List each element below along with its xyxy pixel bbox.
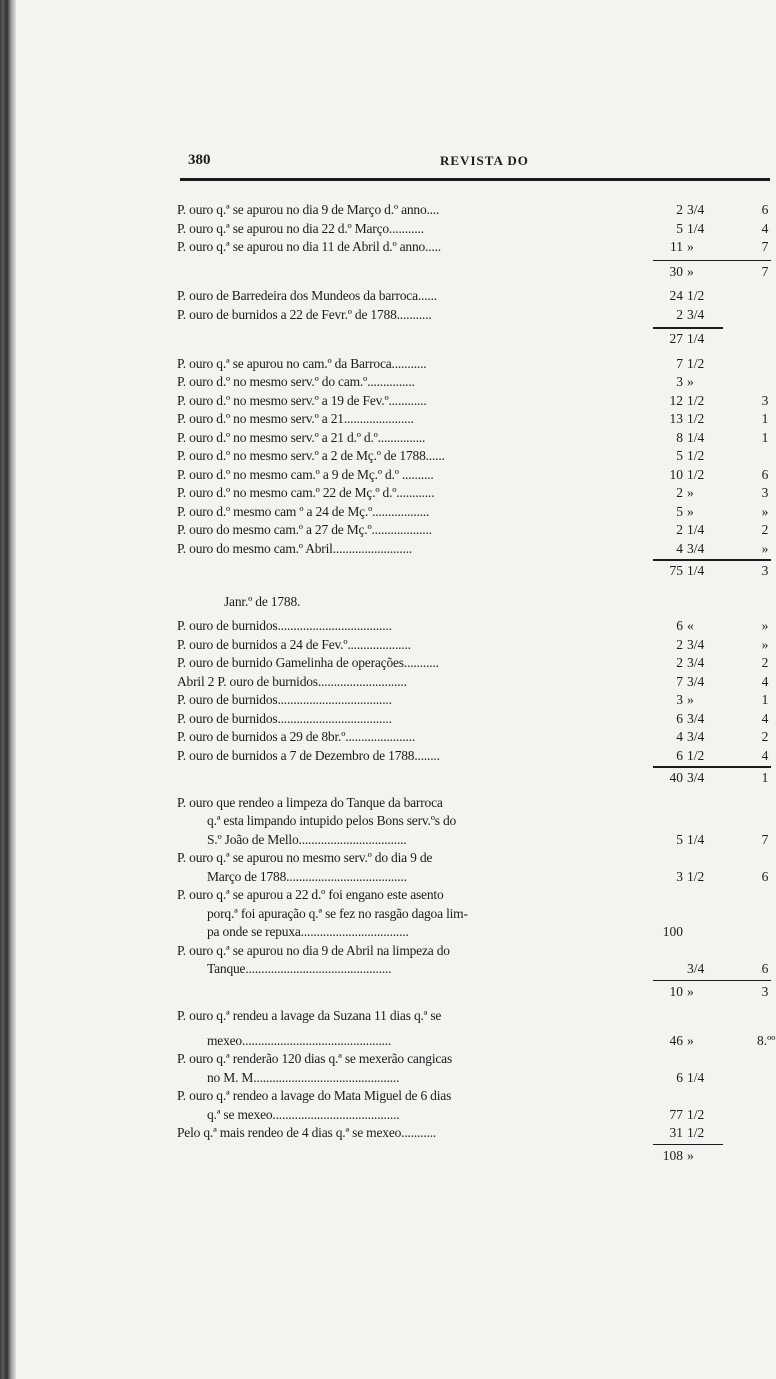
amount-whole: 2 [676, 636, 683, 652]
entry-description: P. ouro de burnidos a 29 de 8br.º...................... [177, 729, 416, 744]
ledger-row [177, 905, 773, 924]
ledger-row [177, 593, 773, 612]
ledger-row [177, 373, 773, 392]
amount-fraction: 3/4 [687, 729, 705, 744]
entry-description: S.º João de Mello.................................. [207, 831, 407, 847]
ledger-row [177, 747, 773, 766]
amount-whole: 3 [676, 868, 683, 884]
amount-whole: 77 [669, 1106, 683, 1122]
amount-minor: 1 [761, 692, 769, 707]
amount-fraction: 1/2 [687, 747, 705, 763]
amount-whole: 2 [676, 485, 683, 500]
ledger-table [177, 201, 776, 1165]
amount-fraction: 3/4 [687, 710, 705, 726]
header-rule [180, 178, 770, 181]
amount-whole: 5 [676, 503, 683, 519]
entry-description: P. ouro d.º no mesmo cam.º 22 de Mç.º d.º............ [177, 485, 435, 500]
entry-description: P. ouro de burnidos.................................... [177, 618, 392, 633]
entry-description: q.ª esta limpando intupido pelos Bons serv.ºs do [207, 813, 457, 828]
amount-fraction: 1/2 [687, 392, 705, 408]
amount-whole: 2 [676, 655, 683, 670]
amount-whole: 13 [669, 411, 683, 426]
entry-description: Tanque.............................................. [207, 961, 392, 976]
entry-description: P. ouro de burnidos.................................... [177, 692, 392, 707]
amount-minor: » [761, 540, 769, 556]
amount-fraction: 1/2 [687, 411, 705, 426]
entry-description: P. ouro d.º no mesmo serv.º a 21 d.º d.º............... [177, 429, 426, 445]
amount-fraction: 1/4 [687, 522, 705, 537]
amount-fraction: 1/2 [687, 288, 705, 303]
entry-description: Pelo q.ª mais rendeo de 4 dias q.ª se mexeo........... [177, 1125, 437, 1140]
ledger-row [177, 201, 773, 220]
amount-minor: 4 [761, 747, 769, 763]
amount-fraction: 3/4 [687, 961, 705, 976]
ledger-row [177, 447, 773, 466]
amount-fraction: « [687, 618, 694, 633]
amount-fraction: 3/4 [687, 540, 705, 556]
amount-whole: 3 [676, 692, 683, 707]
amount-whole: 30 [669, 263, 683, 279]
amount-whole: 6 [676, 1069, 683, 1085]
ledger-row [177, 429, 773, 448]
running-title: REVISTA DO [440, 153, 529, 168]
ledger-total-row [177, 263, 773, 282]
amount-whole: 31 [669, 1125, 683, 1140]
amount-fraction: » [687, 1032, 694, 1048]
entry-description: P. ouro d.º no mesmo cam.º a 9 de Mç.º d.º .......... [177, 466, 434, 482]
ledger-row [177, 960, 773, 979]
entry-description: P. ouro q.ª rendeu a lavage da Suzana 11 dias q.ª se [177, 1008, 442, 1023]
ledger-row [177, 1106, 773, 1125]
ledger-row [177, 942, 773, 961]
amount-fraction: 1/2 [687, 868, 705, 884]
entry-description: P. ouro q.ª se apurou no cam.º da Barroca........... [177, 355, 427, 371]
amount-fraction: » [687, 983, 694, 999]
ledger-row [177, 868, 773, 887]
entry-description: P. ouro que rendeo a limpeza do Tanque da barroca [177, 794, 443, 810]
amount-fraction: » [687, 263, 694, 279]
ledger-row [177, 238, 773, 257]
amount-fraction: 3/4 [687, 770, 705, 785]
entry-description: mexeo............................................... [207, 1032, 392, 1048]
amount-minor: 1 [761, 411, 769, 426]
amount-whole: 5 [676, 220, 683, 236]
ledger-total-row [177, 1147, 773, 1166]
amount-minor: 7 [761, 263, 769, 279]
amount-fraction: 3/4 [687, 202, 705, 217]
ledger-row [177, 410, 773, 429]
entry-description: q.ª se mexeo........................................ [207, 1106, 400, 1122]
amount-minor: 3 [761, 485, 769, 500]
ledger-row [177, 710, 773, 729]
amount-fraction: 3/4 [687, 306, 705, 322]
ledger-row [177, 654, 773, 673]
amount-minor: 4 [761, 710, 769, 726]
page-header [178, 152, 768, 176]
ledger-total-row [177, 769, 773, 788]
amount-whole: 108 [662, 1147, 683, 1163]
amount-minor: 2 [761, 655, 769, 670]
amount-minor: 7 [761, 239, 769, 254]
section-date-heading: Janr.º de 1788. [224, 593, 301, 609]
ledger-row [177, 1050, 773, 1069]
entry-description: no M. M.............................................. [207, 1069, 400, 1085]
entry-description: P. ouro d.º no mesmo serv.º a 21...................... [177, 411, 414, 426]
amount-minor: » [761, 618, 769, 633]
amount-fraction: » [687, 374, 694, 389]
entry-description: P. ouro de burnidos a 7 de Dezembro de 1788........ [177, 747, 440, 763]
amount-whole: 75 [669, 563, 683, 578]
amount-whole: 2 [676, 202, 683, 217]
ledger-row [177, 673, 773, 692]
entry-description: P. ouro q.ª se apurou no dia 9 de Março d.º anno.... [177, 202, 440, 217]
amount-whole: 12 [669, 392, 683, 408]
amount-whole: 24 [669, 288, 683, 303]
amount-whole: 100 [662, 924, 683, 939]
ledger-row [177, 886, 773, 905]
entry-description: porq.ª foi apuração q.ª se fez no rasgão dagoa lim- [207, 905, 468, 921]
amount-fraction: » [687, 1147, 694, 1163]
amount-minor: 7 [761, 831, 769, 847]
ledger-row [177, 540, 773, 559]
amount-minor: 4 [761, 220, 769, 236]
entry-description: P. ouro de burnidos.................................... [177, 710, 392, 726]
amount-whole: 8 [676, 429, 683, 445]
amount-fraction: 1/2 [687, 466, 705, 482]
amount-fraction: 1/4 [687, 220, 705, 236]
entry-description: P. ouro do mesmo cam.º a 27 de Mç.º................... [177, 522, 432, 537]
amount-whole: 4 [676, 729, 683, 744]
entry-description: P. ouro d.º no mesmo serv.º do cam.º............... [177, 374, 415, 389]
entry-description: P. ouro de burnido Gamelinha de operações........... [177, 655, 439, 670]
amount-whole: 46 [669, 1032, 683, 1048]
ledger-row [177, 691, 773, 710]
amount-minor: » [761, 636, 769, 652]
amount-fraction: » [687, 692, 694, 707]
amount-whole: 5 [676, 831, 683, 847]
entry-description: P. ouro q.ª renderão 120 dias q.ª se mexerão cangicas [177, 1051, 453, 1066]
amount-fraction: » [687, 485, 694, 500]
ledger-row [177, 831, 773, 850]
amount-minor: 2 [761, 729, 769, 744]
ledger-row [177, 503, 773, 522]
ledger-row [177, 220, 773, 239]
ledger-row [177, 617, 773, 636]
amount-minor: 1 [761, 429, 769, 445]
entry-description: P. ouro de burnidos a 24 de Fev.º.................... [177, 636, 411, 652]
ledger-row [177, 287, 773, 306]
entry-description: Março de 1788...................................... [207, 868, 407, 884]
amount-fraction: 1/2 [687, 1125, 705, 1140]
amount-fraction: 3/4 [687, 673, 705, 689]
entry-description: Abril 2 P. ouro de burnidos............................ [177, 673, 407, 689]
amount-whole: 40 [669, 770, 683, 785]
ledger-row [177, 849, 773, 868]
amount-minor: 1 [761, 770, 769, 785]
amount-fraction: 1/4 [687, 831, 705, 847]
ledger-row [177, 728, 773, 747]
amount-whole: 5 [676, 448, 683, 463]
amount-minor: 6 [761, 466, 769, 482]
ledger-row [177, 306, 773, 325]
amount-whole: 7 [676, 355, 683, 371]
amount-minor: 3 [761, 563, 769, 578]
entry-description: P. ouro d.º mesmo cam º a 24 de Mç.º.................. [177, 503, 430, 519]
entry-description: pa onde se repuxa.................................. [207, 924, 409, 939]
amount-fraction: 1/4 [687, 331, 705, 346]
amount-fraction: 3/4 [687, 636, 705, 652]
amount-whole: 11 [670, 239, 683, 254]
amount-whole: 2 [676, 522, 683, 537]
amount-fraction: 1/4 [687, 1069, 705, 1085]
entry-description: P. ouro q.ª se apurou a 22 d.º foi engano este asento [177, 887, 444, 902]
book-spine-edge [0, 0, 16, 1379]
amount-whole: 7 [676, 673, 683, 689]
ledger-row [177, 392, 773, 411]
amount-minor: 2 [761, 522, 769, 537]
amount-fraction: 1/2 [687, 1106, 705, 1122]
ledger-row [177, 466, 773, 485]
amount-fraction: » [687, 503, 694, 519]
page-number: 380 [188, 152, 211, 168]
entry-description: P. ouro q.ª se apurou no mesmo serv.º do dia 9 de [177, 850, 433, 865]
entry-description: P. ouro q.ª se apurou no dia 9 de Abril na limpeza do [177, 942, 450, 958]
ledger-row [177, 812, 773, 831]
ledger-total-row [177, 330, 773, 349]
ledger-row [177, 923, 773, 942]
entry-description: P. ouro q.ª se apurou no dia 22 d.º Março........... [177, 220, 424, 236]
ledger-row [177, 355, 773, 374]
amount-minor: 6 [761, 202, 769, 217]
ledger-row [177, 1069, 773, 1088]
amount-whole: 6 [676, 747, 683, 763]
amount-whole: 3 [676, 374, 683, 389]
amount-fraction: 1/4 [687, 563, 705, 578]
amount-whole: 6 [676, 710, 683, 726]
ledger-row [177, 636, 773, 655]
ledger-row [177, 1124, 773, 1143]
amount-fraction: 1/2 [687, 448, 705, 463]
ledger-total-row [177, 562, 773, 581]
amount-fraction: » [687, 239, 694, 254]
entry-description: P. ouro q.ª se apurou no dia 11 de Abril d.º anno..... [177, 239, 441, 254]
amount-fraction: 1/4 [687, 429, 705, 445]
ledger-row [177, 794, 773, 813]
amount-minor: 4 [761, 673, 769, 689]
entry-description: P. ouro d.º no mesmo serv.º a 19 de Fev.º............ [177, 392, 427, 408]
entry-description: P. ouro do mesmo cam.º Abril......................... [177, 540, 413, 556]
ledger-row [177, 521, 773, 540]
entry-description: P. ouro q.ª rendeo a lavage do Mata Miguel de 6 dias [177, 1088, 452, 1103]
amount-whole: 6 [676, 618, 683, 633]
entry-description: P. ouro de burnidos a 22 de Fevr.º de 1788........... [177, 306, 432, 322]
ledger-row [177, 1032, 776, 1051]
ledger-row [177, 1087, 773, 1106]
entry-description: P. ouro de Barredeira dos Mundeos da barroca...... [177, 288, 437, 303]
amount-minor: » [761, 503, 769, 519]
amount-minor: 6 [761, 868, 769, 884]
ledger-row [177, 1007, 773, 1026]
amount-whole: 10 [669, 983, 683, 999]
amount-whole: 10 [669, 466, 683, 482]
amount-minor: 3 [761, 392, 769, 408]
ledger-total-row [177, 983, 773, 1002]
amount-fraction: 3/4 [687, 655, 705, 670]
amount-whole: 27 [669, 331, 683, 346]
amount-whole: 4 [676, 540, 683, 556]
ledger-row [177, 484, 773, 503]
amount-whole: 2 [676, 306, 683, 322]
entry-description: P. ouro d.º no mesmo serv.º a 2 de Mç.º de 1788...... [177, 448, 445, 463]
amount-minor: 6 [761, 961, 769, 976]
amount-fraction: 1/2 [687, 355, 705, 371]
amount-minor: 8.ºº [757, 1032, 776, 1048]
amount-minor: 3 [761, 983, 769, 999]
